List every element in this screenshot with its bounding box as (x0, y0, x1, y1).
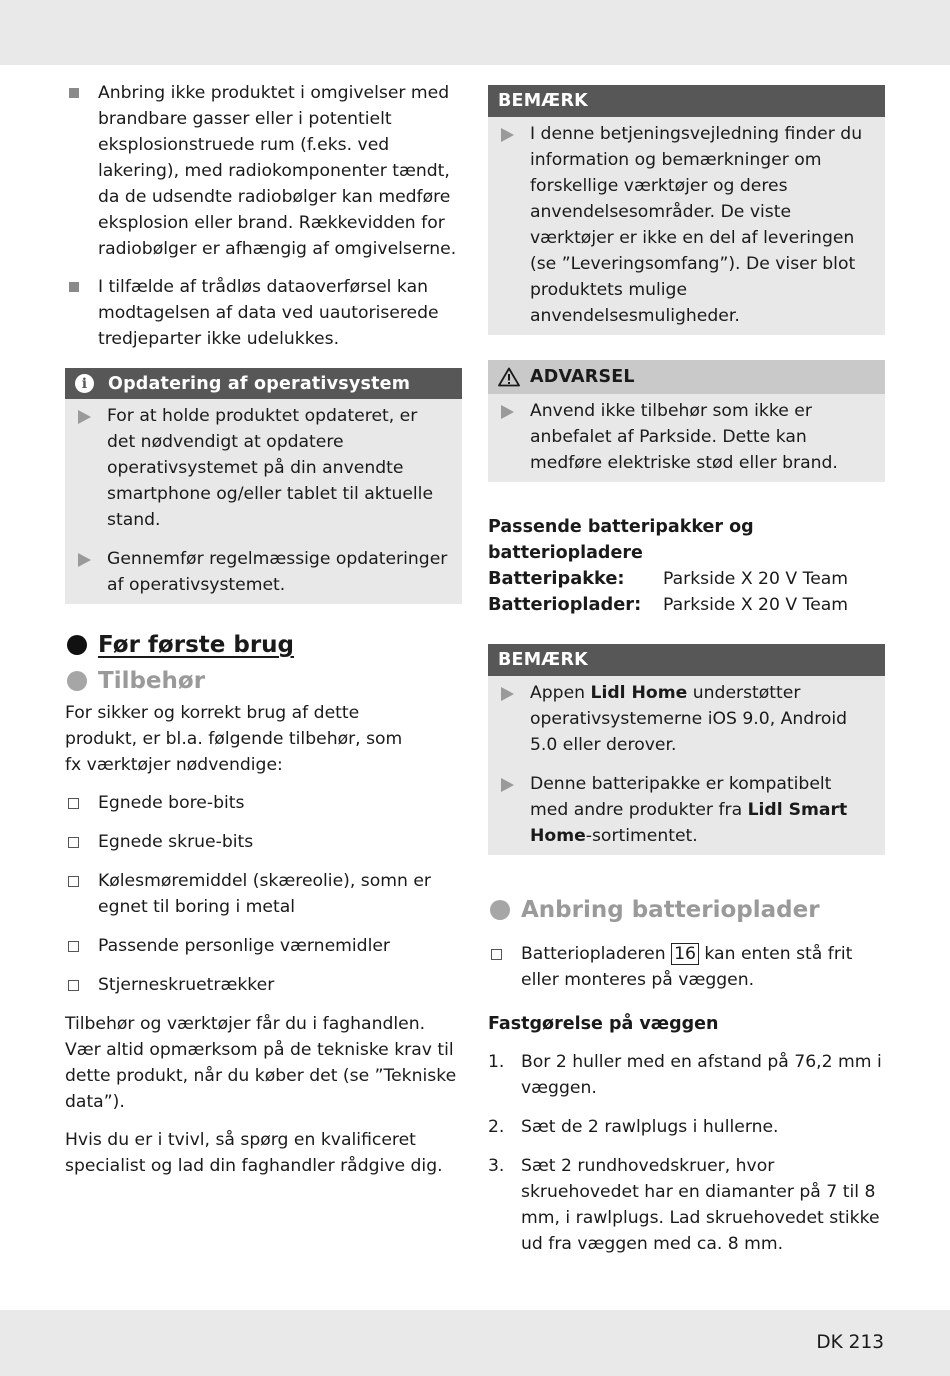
step-item: 2. Sæt de 2 rawlplugs i hullerne. (488, 1117, 779, 1137)
info-box-title: Opdatering af operativsystem (108, 373, 411, 394)
subsection-heading: Anbring batterioplader (488, 895, 885, 925)
app-name: Lidl Home (590, 683, 688, 703)
right-column (488, 85, 885, 1270)
bullet-text: I tilfælde af trådløs dataoverførsel kan modtagelsen af data ved uautoriserede tredjeparter ikke udelukkes. (98, 277, 439, 349)
left-column (65, 80, 462, 1191)
battery-heading: Passende batteripakker og batteriopladere (488, 517, 754, 563)
intro-text: For sikker og korrekt brug af dette produkt, er bl.a. følgende tilbehør, som fx værktøjer nødvendige: (65, 703, 403, 775)
info-box (65, 368, 462, 604)
triangle-bullet-icon (78, 553, 91, 567)
page-number: DK 213 (816, 1332, 884, 1353)
footer-bar (0, 1310, 950, 1376)
triangle-bullet-icon (501, 687, 514, 701)
header-bar (0, 0, 950, 65)
paragraph: Hvis du er i tvivl, så spørg en kvalificeret specialist og lad din faghandler rådgive dig. (65, 1130, 443, 1176)
paragraph: Tilbehør og værktøjer får du i faghandlen. Vær altid opmærksom på de tekniske krav til dette produkt, når du køber det (se ”Tekniske data”). (65, 1014, 457, 1112)
product-range: Lidl Smart Home (530, 800, 848, 846)
step-item: 3. Sæt 2 rundhovedskruer, hvor skruehovedet har en diamanter på 7 til 8 mm, i rawlplugs. Lad skruehovedet stikke ud fra væggen med ca. 8 mm. (488, 1156, 880, 1254)
note-box (488, 644, 885, 855)
note-title: BEMÆRK (498, 650, 588, 670)
item-text: Anvend ikke tilbehør som ikke er anbefalet af Parkside. Dette kan medføre elektriske stød eller brand. (530, 401, 838, 473)
checklist-item: Stjerneskruetrækker (65, 972, 462, 998)
checklist-item: Batteriopladeren 16 kan enten stå frit eller monteres på væggen. (488, 941, 885, 993)
item-text: For at holde produktet opdateret, er det nødvendigt at opdatere operativsystemet på din anvendte smartphone og/eller tablet til aktuelle stand. (107, 406, 434, 530)
triangle-bullet-icon (501, 778, 514, 792)
checkbox-icon (68, 837, 79, 848)
list-item (498, 398, 873, 476)
list-item (75, 403, 450, 533)
checklist-item: Egnede bore-bits (65, 790, 462, 816)
note-title: BEMÆRK (498, 91, 588, 111)
info-icon: i (75, 374, 94, 393)
charger-row: Batterioplader: Parkside X 20 V Team (488, 594, 849, 615)
list-item (75, 546, 450, 598)
checkbox-icon (68, 876, 79, 887)
warning-box (488, 360, 885, 482)
subsection-heading: Tilbehør (65, 666, 462, 696)
item-text: I denne betjeningsvejledning finder du information og bemærkninger om forskellige værktøjer og deres anvendelsesområder. De viste værktøjer er ikke en del af leveringen (se ”Leveringsomfang”). De viser blot produktets mulige anvendelsesmuligheder. (530, 124, 863, 326)
black-dot-icon (67, 635, 87, 655)
wall-mount-heading: Fastgørelse på væggen (488, 1014, 719, 1034)
note-box-header (488, 85, 885, 117)
warning-box-header (488, 360, 885, 394)
triangle-bullet-icon (501, 405, 514, 419)
grey-dot-icon (490, 900, 510, 920)
part-reference: 16 (671, 943, 699, 965)
note-box-header (488, 644, 885, 676)
triangle-bullet-icon (501, 128, 514, 142)
square-bullet-icon (69, 88, 79, 98)
battery-row: Batteripakke: Parkside X 20 V Team (488, 568, 849, 589)
square-bullet-icon (69, 282, 79, 292)
checklist-item: Passende personlige værnemidler (65, 933, 462, 959)
warning-triangle-icon (498, 367, 520, 387)
list-item (65, 80, 462, 262)
grey-dot-icon (67, 671, 87, 691)
list-item (65, 274, 462, 352)
list-item: Appen Lidl Home understøtter operativsystemerne iOS 9.0, Android 5.0 eller derover. (498, 680, 873, 758)
item-text: Gennemfør regelmæssige opdateringer af operativsystemet. (107, 549, 448, 595)
checkbox-icon (491, 949, 502, 960)
checkbox-icon (68, 980, 79, 991)
triangle-bullet-icon (78, 410, 91, 424)
step-item: 1. Bor 2 huller med en afstand på 76,2 mm i væggen. (488, 1052, 882, 1098)
checklist-item: Kølesmøremiddel (skæreolie), somn er egnet til boring i metal (65, 868, 462, 920)
info-box-header (65, 368, 462, 399)
bullet-text: Anbring ikke produktet i omgivelser med brandbare gasser eller i potentielt eksplosionstruede rum (f.eks. ved lakering), med radiokomponenter tændt, da de udsendte radiobølger kan medføre eksplosion eller brand. Rækkevidden for radiobølger er afhængig af omgivelserne. (98, 83, 457, 259)
warning-title: ADVARSEL (530, 367, 635, 387)
checkbox-icon (68, 941, 79, 952)
note-box (488, 85, 885, 335)
checkbox-icon (68, 798, 79, 809)
list-item: Denne batteripakke er kompatibelt med andre produkter fra Lidl Smart Home-sortimentet. (498, 771, 873, 849)
list-item (498, 121, 873, 329)
section-heading: Før første brug (65, 630, 462, 660)
checklist-item: Egnede skrue-bits (65, 829, 462, 855)
